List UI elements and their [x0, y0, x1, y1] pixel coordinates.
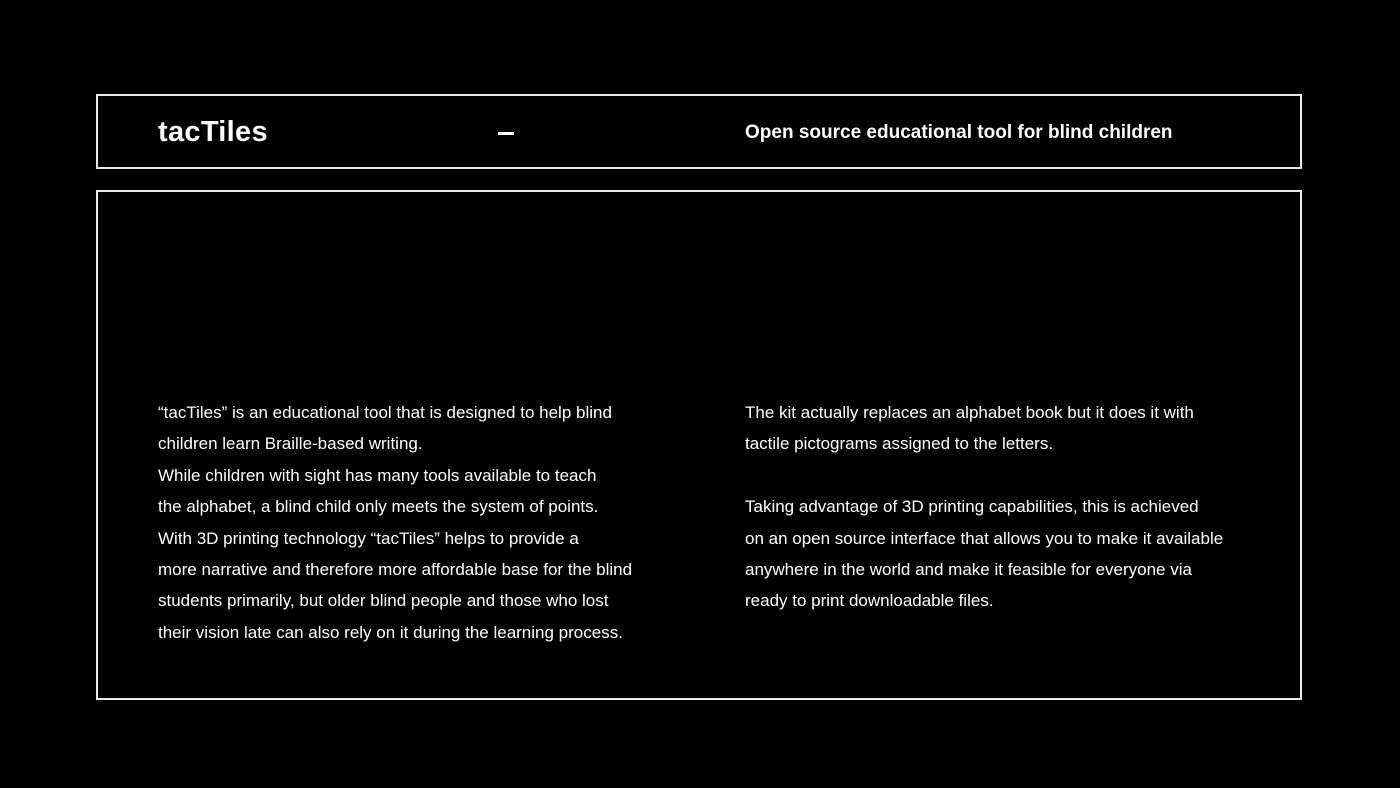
text-line: anywhere in the world and make it feasible for everyone via [745, 559, 1192, 579]
text-line: Taking advantage of 3D printing capabilities, this is achieved [745, 497, 1199, 517]
text-line: more narrative and therefore more affordable base for the blind [158, 559, 633, 579]
text-line: their vision late can also rely on it during the learning process. [158, 622, 623, 642]
text-line: “tacTiles” is an educational tool that is designed to help blind [158, 403, 612, 422]
text-line: students primarily, but older blind people and those who lost [158, 591, 609, 611]
text-line: children learn Braille-based writing. [158, 434, 423, 454]
text-line: tactile pictograms assigned to the letters. [745, 434, 1054, 454]
text-line: With 3D printing technology “tacTiles” helps to provide a [158, 528, 579, 548]
tagline: Open source educational tool for blind children [745, 122, 1173, 143]
text-line: on an open source interface that allows you to make it available [745, 528, 1224, 548]
text-line: While children with sight has many tools available to teach [158, 465, 597, 485]
content-panel [96, 190, 1302, 700]
title-bar [96, 94, 1302, 169]
dash-separator [498, 132, 514, 135]
description-left [158, 397, 658, 648]
description-right [745, 397, 1255, 617]
text-line: ready to print downloadable files. [745, 591, 994, 611]
text-line: the alphabet, a blind child only meets the system of points. [158, 497, 599, 517]
brand-title: tacTiles [158, 116, 268, 148]
paragraph-gap [745, 460, 1255, 491]
text-line: The kit actually replaces an alphabet book but it does it with [745, 403, 1194, 422]
